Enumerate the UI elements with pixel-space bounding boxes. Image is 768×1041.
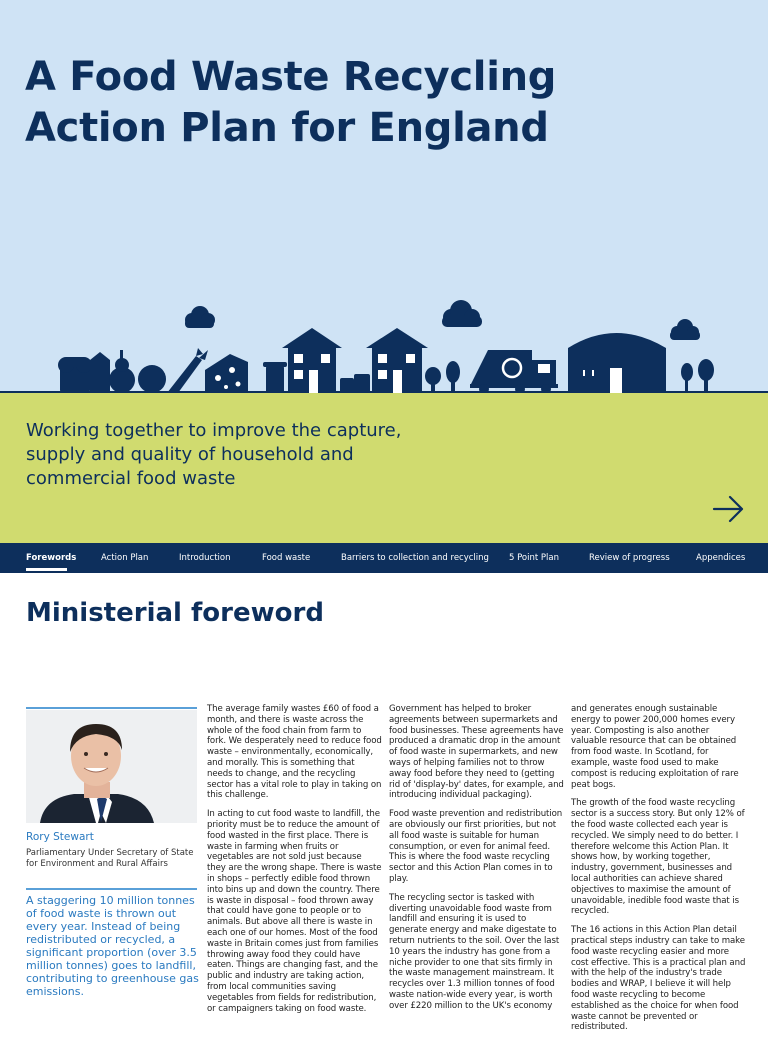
food-recycling-skyline-illustration <box>0 290 768 393</box>
tree-icon <box>425 367 441 393</box>
document-subtitle: Working together to improve the capture, supply and quality of household and commercial food waste <box>26 420 402 489</box>
nav-item-food-waste[interactable]: Food waste <box>262 553 311 563</box>
caddy-icon <box>340 374 370 393</box>
author-name: Rory Stewart <box>26 831 94 843</box>
tree-icon <box>698 359 714 393</box>
nav-item-action-plan[interactable]: Action Plan <box>101 553 149 563</box>
body-column-3 <box>571 704 747 1041</box>
body-column-2 <box>389 704 564 1020</box>
nav-item-5-point-plan[interactable]: 5 Point Plan <box>509 553 559 563</box>
milk-carton-icon <box>90 352 110 393</box>
nav-item-appendices[interactable]: Appendices <box>696 553 746 563</box>
cloud-icon <box>442 300 482 327</box>
bread-icon <box>58 357 92 393</box>
cloud-icon <box>670 319 700 340</box>
nav-item-review-of-progress[interactable]: Review of progress <box>589 553 670 563</box>
document-title: A Food Waste Recycling Action Plan for England <box>25 54 557 151</box>
pull-quote: A staggering 10 million tonnes of food waste is thrown out every year. Instead of being redistributed or recycled, a significant proportion (over 3.5 million tonnes) goes to landfill, contributing to greenhouse gas emissions. <box>26 894 199 998</box>
tree-icon <box>681 363 693 393</box>
paragraph: The 16 actions in this Action Plan detail practical steps industry can take to make food waste recycling easier and more cost effective. This is a practical plan and with the help of the industry's trade bodies and WRAP, I believe it will help food waste recycling to become established as the choice for when food waste cannot be prevented or redistributed. <box>571 925 746 1033</box>
paragraph: The recycling sector is tasked with diverting unavoidable food waste from landfill and ensuring it is used to generate energy and make digestate to return nutrients to the soil. Over the last 10 years the industry has gone from a niche provider to one that sits firmly in the waste management mainstream. It recycles over 1.3 million tonnes of food waste nation-wide every year, is worth over £220 million to the UK's economy <box>389 892 560 1011</box>
section-navigation <box>0 543 768 573</box>
paragraph: Government has helped to broker agreements between supermarkets and food businesses. These agreements have produced a dramatic drop in the amount of food waste in supermarkets, and new ways of helping families not to throw away food before they need to (getting rid of 'display-by' dates, for example, and introducing individual packaging). <box>389 704 564 801</box>
author-role: Parliamentary Under Secretary of State for Environment and Rural Affairs <box>26 848 194 869</box>
paragraph: and generates enough sustainable energy to power 200,000 homes every year. Composting is also another valuable resource that can be obtained from food waste. In Scotland, for example, waste food used to make compost is reducing exploitation of rare peat bogs. <box>571 704 739 790</box>
tree-icon <box>446 361 460 393</box>
divider <box>26 888 197 890</box>
paragraph: The average family wastes £60 of food a month, and there is waste across the whole of the food chain from farm to fork. We desperately need to reduce food waste – environmentally, economically, and morally. This is something that needs to change, and the recycling sector has a vital role to play in taking on this challenge. <box>207 704 382 801</box>
carrot-icon <box>167 348 208 393</box>
body-column-1 <box>207 704 382 1022</box>
section-title: Ministerial foreword <box>26 598 324 628</box>
divider <box>26 707 197 709</box>
paragraph: The growth of the food waste recycling sector is a success story. But only 12% of the food waste collected each year is recycled. We simply need to do better. I therefore welcome this Action Plan. It shows how, by working together, industry, government, businesses and local authorities can achieve shared objectives to maximise the amount of unavoidable, inedible food waste that is recycled. <box>571 798 745 917</box>
lettuce-icon <box>138 365 166 393</box>
food-bin-icon <box>263 362 287 393</box>
cloud-icon <box>185 306 215 328</box>
hero-banner <box>0 0 768 393</box>
portrait-illustration <box>26 710 197 823</box>
nav-item-forewords[interactable]: Forewords <box>26 553 77 563</box>
nav-item-barriers[interactable]: Barriers to collection and recycling <box>341 553 489 563</box>
paragraph: In acting to cut food waste to landfill, the priority must be to reduce the amount of food wasted in the first place. There is waste in farming when fruits or vegetables are not sold just because they are the wrong shape. There is waste in shops – perfectly edible food thrown into bins up and down the country. There is waste in disposal – food thrown away that could have gone to people or to animals. But above all there is waste in each one of our homes. Most of the food waste in Britain comes just from families throwing away food they could have eaten. Things are changing fast, and the public and industry are taking action, from local communities saving vegetables from fields for redistribution, or campaigners taking on food waste. <box>207 809 382 1014</box>
paragraph: Food waste prevention and redistribution are obviously our first priorities, but not all food waste is suitable for human consumption, or even for animal feed. This is where the food waste recycling sector and this Action Plan comes in to play. <box>389 809 563 884</box>
next-arrow-icon[interactable] <box>712 492 746 526</box>
nav-item-introduction[interactable]: Introduction <box>179 553 231 563</box>
pear-icon <box>109 350 135 393</box>
minister-portrait <box>26 710 197 823</box>
active-tab-indicator <box>26 568 67 571</box>
